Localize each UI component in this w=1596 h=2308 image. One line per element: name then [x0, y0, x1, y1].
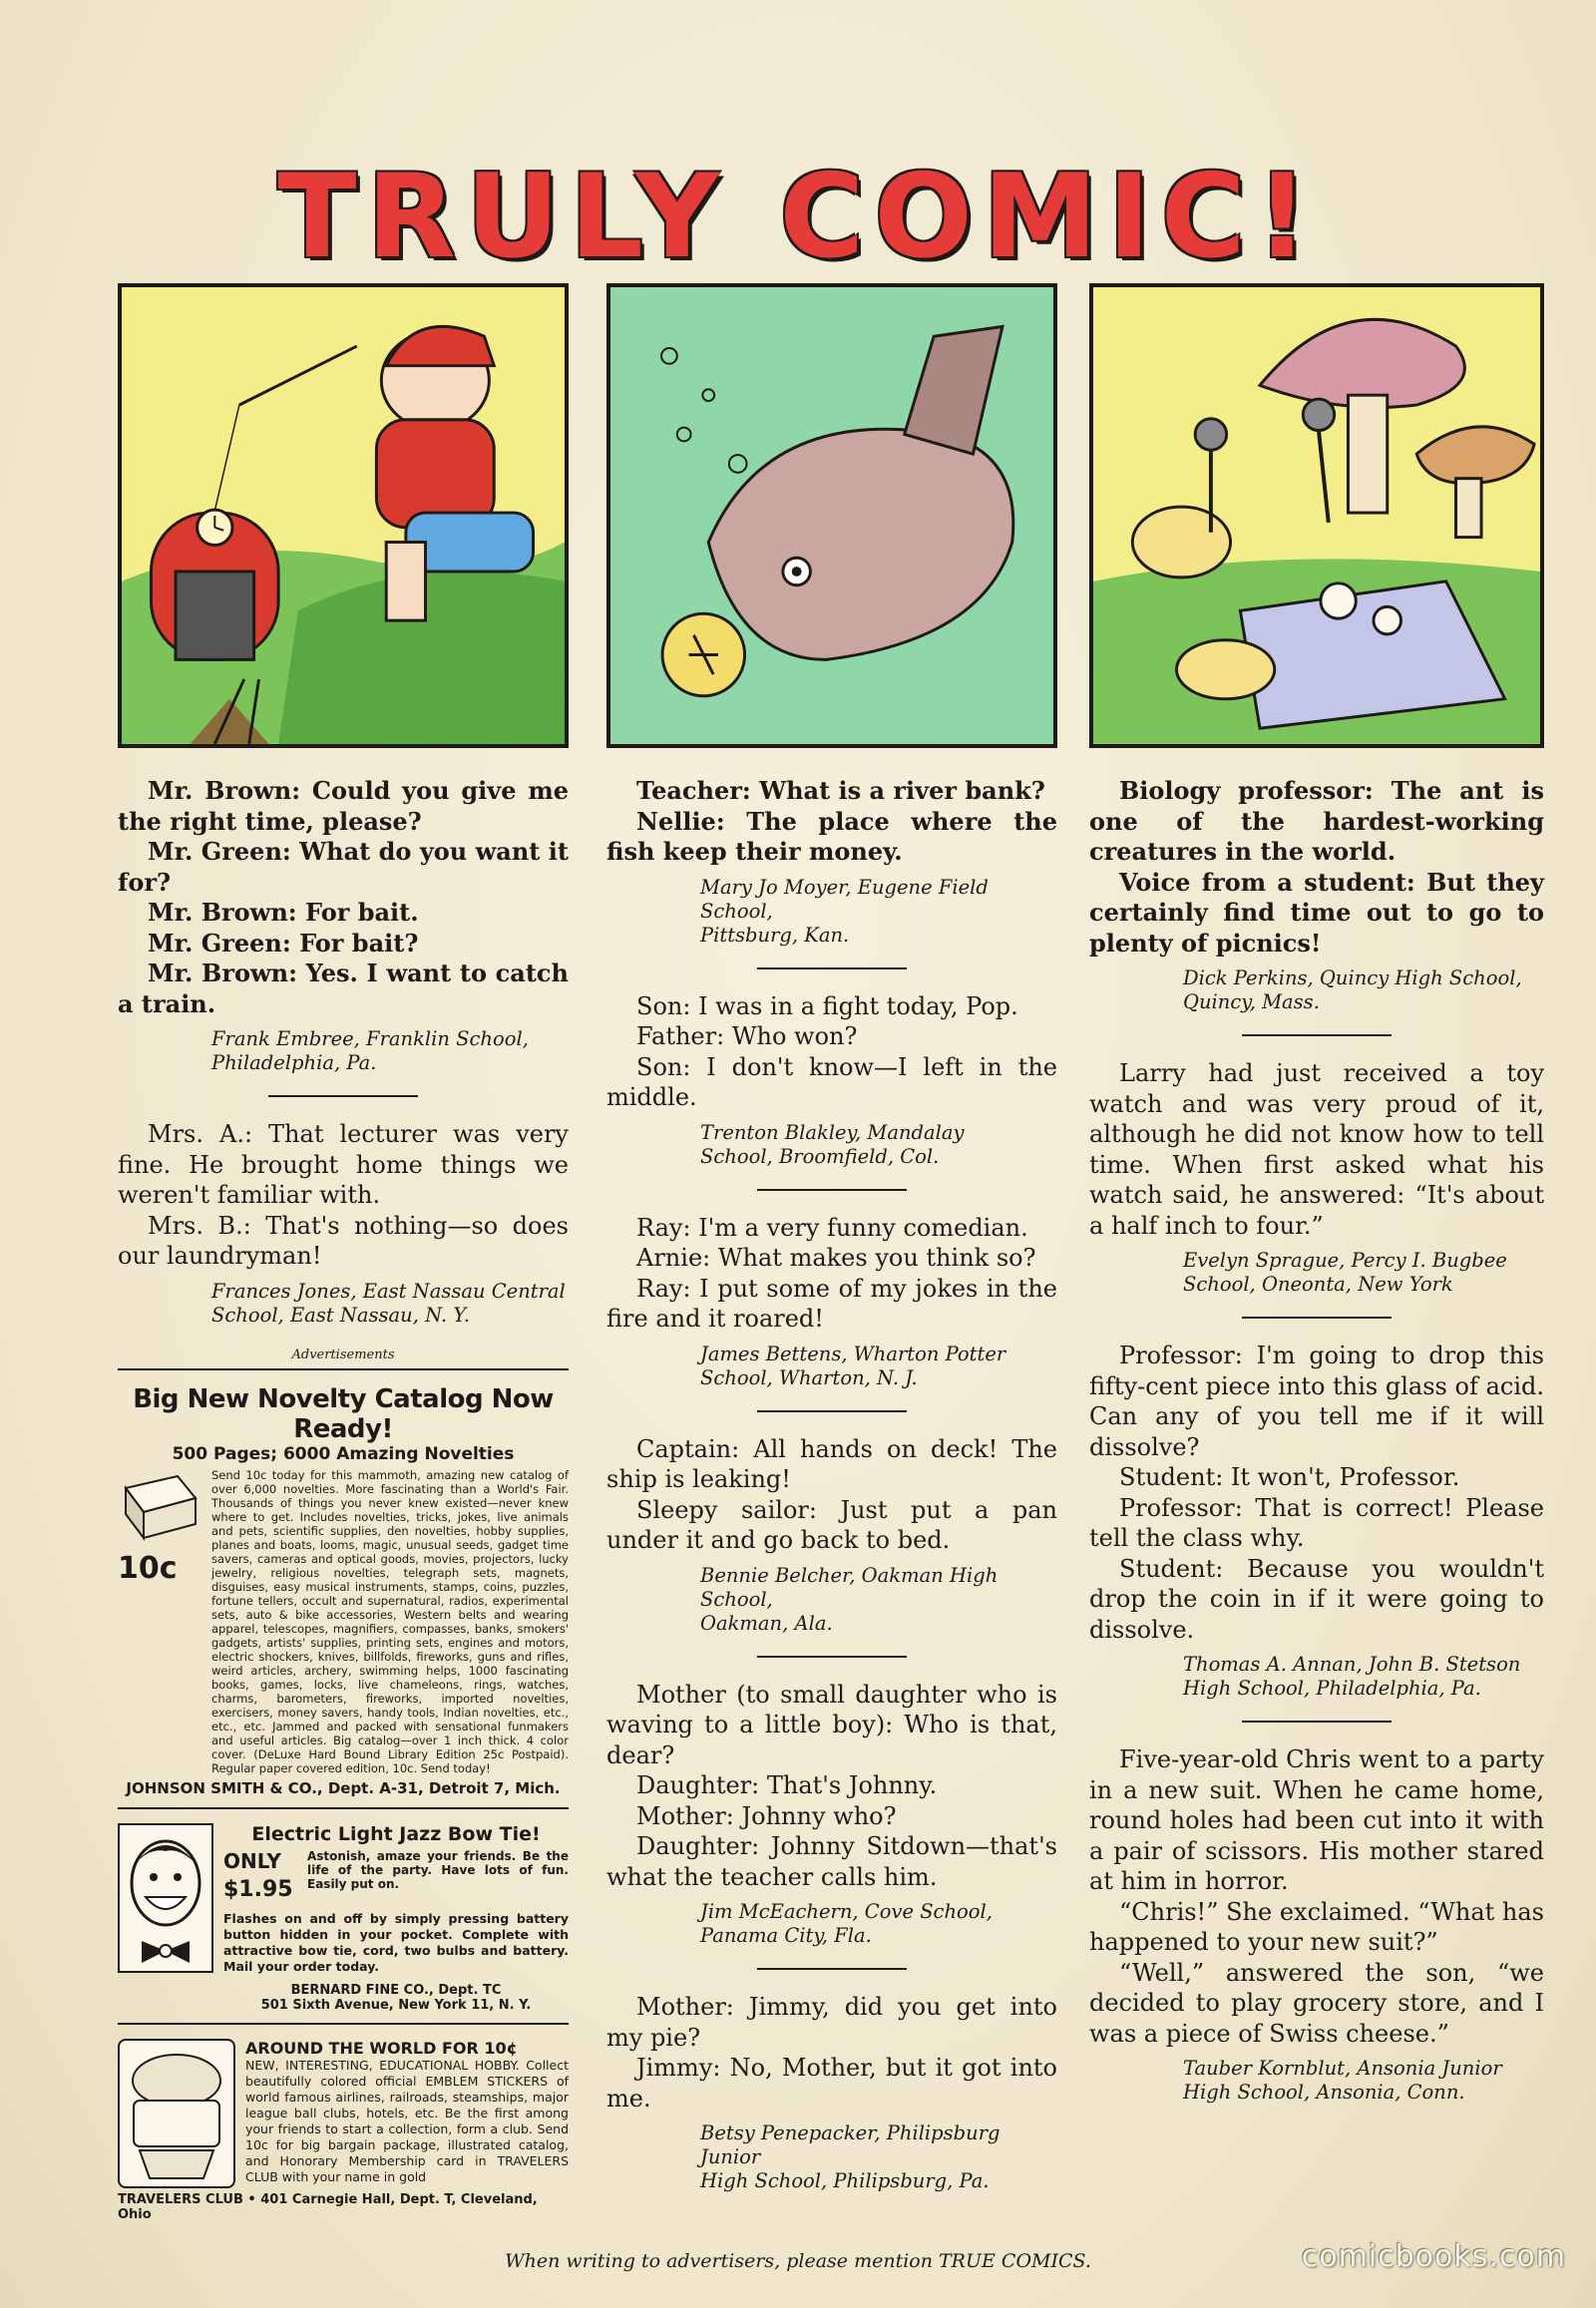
credit-line: High School, Philipsburg, Pa.: [700, 2169, 990, 2192]
credit-line: Jim McEachern, Cove School,: [700, 1900, 993, 1923]
bow-tie-price: $1.95: [223, 1876, 293, 1902]
credit-line: School, Oneonta, New York: [1183, 1273, 1453, 1296]
divider: [757, 1410, 907, 1412]
credit-line: Frank Embree, Franklin School,: [211, 1027, 529, 1050]
joke-2: [606, 991, 1057, 1169]
joke-credit: [606, 1900, 1057, 1948]
credit-line: Trenton Blakley, Mandalay: [700, 1120, 965, 1144]
boy-fishing-train-panel: [118, 283, 569, 748]
joke-credit: [606, 1121, 1057, 1169]
joke-credit: [118, 1027, 569, 1075]
credit-line: Tauber Kornblut, Ansonia Junior: [1183, 2057, 1502, 2080]
credit-line: Thomas A. Annan, John B. Stetson: [1183, 1653, 1521, 1676]
advertisements-label: Advertisements: [291, 1346, 395, 1362]
credit-line: High School, Ansonia, Conn.: [1183, 2081, 1465, 2104]
joke-line: Ray: I'm a very funny comedian.: [636, 1213, 1028, 1242]
novelty-catalog-ad[interactable]: [118, 1368, 569, 1807]
credit-line: James Bettens, Wharton Potter: [700, 1342, 1006, 1365]
joke-line: Mother (to small daughter who is waving to a little boy): Who is that, dear?: [606, 1680, 1057, 1769]
joke-line: Mother: Johnny who?: [636, 1801, 897, 1830]
joke-credit: [1089, 966, 1544, 1014]
ad-footer: JOHNSON SMITH & CO., Dept. A-31, Detroit 7, Mich.: [126, 1778, 561, 1797]
joke-line: Ray: I put some of my jokes in the fire and it roared!: [606, 1274, 1057, 1333]
ad-footer: TRAVELERS CLUB • 401 Carnegie Hall, Dept. T, Cleveland, Ohio: [118, 2191, 538, 2222]
travelers-club-ad[interactable]: [118, 2023, 569, 2232]
fish-with-coin-illustration: [610, 287, 1053, 744]
credit-line: School, Wharton, N. J.: [700, 1365, 918, 1389]
credit-line: Philadelphia, Pa.: [211, 1051, 377, 1074]
joke-line: Mr. Brown: Yes. I want to catch a train.: [118, 959, 569, 1018]
column-1-jokes: [118, 776, 569, 2232]
credit-line: School, East Nassau, N. Y.: [211, 1303, 470, 1327]
joke-4: [1089, 1744, 1544, 2105]
catalog-image-block: [118, 1468, 201, 1586]
joke-line: Professor: I'm going to drop this fifty-cent piece into this glass of acid. Can any of you tell me if it will dissolve?: [1089, 1342, 1544, 1461]
joke-line: Jimmy: No, Mother, but it got into me.: [606, 2054, 1057, 2113]
credit-line: High School, Philadelphia, Pa.: [1183, 1677, 1481, 1700]
ad-headline: Big New Novelty Catalog Now Ready!: [133, 1383, 554, 1444]
joke-line: Daughter: Johnny Sitdown—that's what the teacher calls him.: [606, 1832, 1057, 1891]
ants-picnic-illustration: [1093, 287, 1540, 744]
ad-body: Astonish, amaze your friends. Be the life of the party. Have lots of fun. Easily put on.: [307, 1848, 569, 1891]
emblem-stickers-icon: [120, 2041, 233, 2186]
divider: [1242, 1721, 1392, 1723]
joke-credit: [118, 1280, 569, 1328]
joke-line: Mr. Green: What do you want it for?: [118, 837, 569, 897]
credit-line: Evelyn Sprague, Percy I. Bugbee: [1183, 1249, 1507, 1272]
credit-line: Panama City, Fla.: [700, 1924, 872, 1947]
watermark: comicbooks.com: [1301, 2239, 1566, 2274]
joke-credit: [606, 1564, 1057, 1636]
joke-line: Voice from a student: But they certainly find time out to go to plenty of picnics!: [1089, 867, 1544, 958]
divider: [757, 1189, 907, 1191]
joke-line: Daughter: That's Johnny.: [636, 1771, 938, 1799]
joke-line: Sleepy sailor: Just put a pan under it and go back to bed.: [606, 1495, 1057, 1554]
joke-credit: [1089, 2057, 1544, 2105]
joke-4: [606, 1434, 1057, 1636]
divider: [757, 967, 907, 969]
joke-2: [1089, 1058, 1544, 1297]
joke-6: [606, 1992, 1057, 2193]
page-footer: When writing to advertisers, please mention TRUE COMICS.: [505, 2250, 1091, 2272]
column-3-jokes: [1089, 776, 1544, 2105]
credit-line: Quincy, Mass.: [1183, 990, 1320, 1013]
credit-line: Oakman, Ala.: [700, 1611, 833, 1635]
divider: [1242, 1317, 1392, 1319]
ad-headline: Electric Light Jazz Bow Tie!: [251, 1822, 541, 1845]
fish-with-coin-panel: [606, 283, 1057, 748]
bow-tie-ad[interactable]: [118, 1807, 569, 2023]
divider: [757, 1968, 907, 1970]
joke-1: [118, 776, 569, 1075]
joke-line: Mr. Green: For bait?: [148, 928, 419, 958]
credit-line: Mary Jo Moyer, Eugene Field School,: [700, 875, 989, 923]
joke-line: Son: I don't know—I left in the middle.: [606, 1052, 1057, 1111]
joke-line: Mrs. A.: That lecturer was very fine. He brought home things we weren't familiar with.: [118, 1120, 569, 1209]
ad-footer: BERNARD FINE CO., Dept. TC: [290, 1982, 502, 1998]
joke-credit: [606, 1343, 1057, 1390]
divider: [1242, 1034, 1392, 1036]
ad-headline: AROUND THE WORLD FOR 10¢: [245, 2038, 518, 2058]
smiling-man-image: [118, 1823, 213, 1973]
credit-line: Betsy Penepacker, Philipsburg Junior: [700, 2121, 1000, 2168]
joke-line: Mrs. B.: That's nothing—so does our laundryman!: [118, 1211, 569, 1270]
joke-line: Larry had just received a toy watch and was very proud of it, although he did not know how to tell time. When first asked what his watch said, he answered: “It's about a half inch to four.”: [1089, 1059, 1544, 1240]
joke-line: Nellie: The place where the fish keep their money.: [606, 806, 1057, 866]
ants-picnic-panel: [1089, 283, 1544, 748]
joke-line: Father: Who won?: [636, 1022, 858, 1050]
joke-line: Teacher: What is a river bank?: [636, 776, 1045, 805]
catalog-price: 10c: [118, 1550, 178, 1586]
column-2-jokes: [606, 776, 1057, 2193]
joke-2: [118, 1119, 569, 1328]
joke-line: “Chris!” She exclaimed. “What has happened to your new suit?”: [1089, 1897, 1544, 1956]
credit-line: Dick Perkins, Quincy High School,: [1183, 966, 1522, 989]
divider: [268, 1095, 418, 1097]
joke-line: Student: It won't, Professor.: [1119, 1463, 1460, 1491]
joke-line: Arnie: What makes you think so?: [636, 1244, 1036, 1272]
smiling-man-icon: [120, 1825, 211, 1971]
catalog-book-icon: [118, 1468, 201, 1548]
boy-fishing-train-illustration: [122, 287, 565, 744]
joke-1: [606, 776, 1057, 948]
joke-line: Captain: All hands on deck! The ship is leaking!: [606, 1434, 1057, 1493]
joke-credit: [1089, 1249, 1544, 1297]
joke-line: Biology professor: The ant is one of the hardest-working creatures in the world.: [1089, 776, 1544, 866]
credit-line: Frances Jones, East Nassau Central: [211, 1279, 566, 1303]
credit-line: School, Broomfield, Col.: [700, 1144, 940, 1168]
ad-body: Send 10c today for this mammoth, amazing new catalog of over 6,000 novelties. More fascinating than a World's Fair. Thousands of things you never knew existed—never knew where to get. Includes novelties, tricks, jokes, live animals and pets, scientific supplies, den novelties, hobby supplies, planes and boats, looms, magic, unusual seeds, gadget time savers, cameras and optical goods, movies, projectors, lucky jewelry, religious novelties, telegraph sets, magnets, disguises, easy musical instruments, stamps, coins, puzzles, fortune tellers, occult and supernatural, radios, experimental sets, auto & bike accessories, Western belts and wearing apparel, telescopes, magnifiers, compasses, banks, smokers' gadgets, artists' supplies, printing sets, engines and motors, electric shockers, knives, billfolds, fireworks, guns and rifles, weird articles, archery, swimming helps, 1000 fascinating books, games, locks, live chameleons, rings, watches, charms, barometers, fireworks, imported novelties, exercisers, money savers, handy tools, Indian novelties, etc., etc., etc. Jammed and packed with sensational funmakers and useful articles. Big catalog—over 1 inch thick. 4 color cover. (DeLuxe Hard Bound Library Edition 25c Postpaid). Regular paper covered edition, 10c. Send today!: [211, 1467, 569, 1775]
credit-line: Bennie Belcher, Oakman High School,: [700, 1563, 998, 1611]
ad-footer: 501 Sixth Avenue, New York 11, N. Y.: [260, 1997, 532, 2013]
joke-line: Mr. Brown: Could you give me the right time, please?: [118, 776, 569, 836]
joke-3: [1089, 1341, 1544, 1701]
credit-line: Pittsburg, Kan.: [700, 923, 850, 947]
stickers-image: [118, 2039, 235, 2188]
joke-line: Five-year-old Chris went to a party in a new suit. When he came home, round holes had been cut into it with a pair of scissors. His mother stared at him in horror.: [1089, 1745, 1544, 1895]
ad-body: NEW, INTERESTING, EDUCATIONAL HOBBY. Collect beautifully colored official EMBLEM STICKERS of world famous airlines, railroads, steamships, major league ball clubs, hotels, etc. Be the first among your friends to start a collection, form a club. Send 10c for big bargain package, illustrated catalog, and Honorary Membership card in TRAVELERS CLUB with your name in gold: [245, 2057, 569, 2184]
joke-1: [1089, 776, 1544, 1014]
joke-line: Mr. Brown: For bait.: [148, 898, 419, 927]
divider: [757, 1656, 907, 1658]
ad-only-label: ONLY: [223, 1848, 281, 1873]
joke-line: Son: I was in a fight today, Pop.: [636, 991, 1018, 1020]
joke-line: Professor: That is correct! Please tell the class why.: [1089, 1493, 1544, 1552]
page-title: TRULY COMIC!: [277, 150, 1319, 284]
joke-5: [606, 1680, 1057, 1949]
ad-body: Flashes on and off by simply pressing battery button hidden in your pocket. Complete with attractive bow tie, cord, two bulbs and battery. Mail your order today.: [223, 1910, 569, 1974]
joke-credit: [1089, 1653, 1544, 1701]
ad-subhead: 500 Pages; 6000 Amazing Novelties: [172, 1443, 515, 1464]
joke-line: “Well,” answered the son, “we decided to play grocery store, and I was a piece of Swiss cheese.”: [1089, 1958, 1544, 2048]
joke-line: Student: Because you wouldn't drop the coin in if it were going to dissolve.: [1089, 1554, 1544, 1644]
joke-line: Mother: Jimmy, did you get into my pie?: [606, 1993, 1057, 2052]
joke-credit: [606, 2121, 1057, 2193]
joke-3: [606, 1213, 1057, 1390]
joke-credit: [606, 876, 1057, 948]
